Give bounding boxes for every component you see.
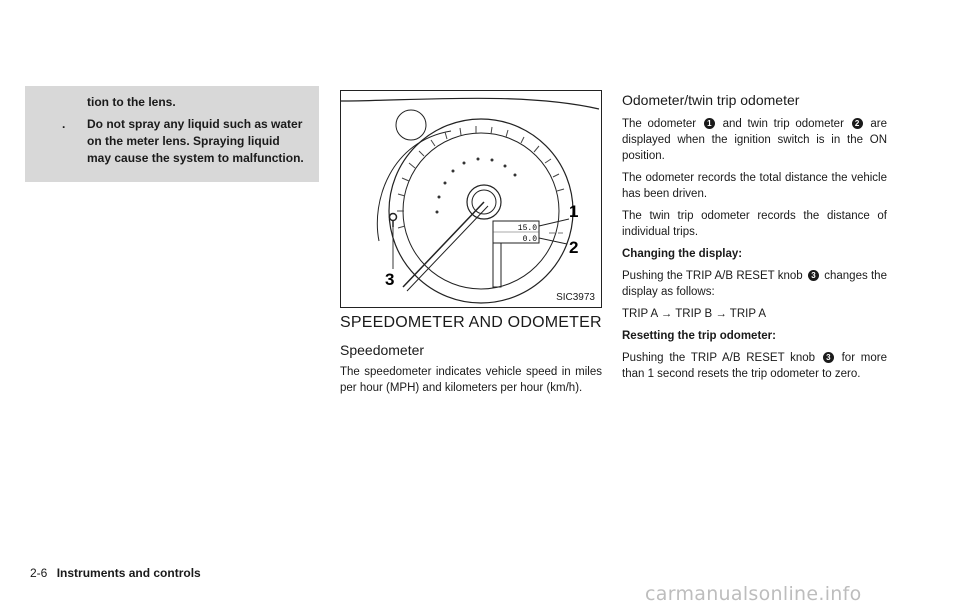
display-top-value: 15.0 [517, 224, 537, 233]
odometer-para-6: Pushing the TRIP A/B RESET knob 3 for more than 1 second resets the trip odometer to zero. [622, 352, 887, 380]
reset-knob-marker [390, 214, 397, 221]
callout-3: 3 [385, 270, 395, 289]
odometer-para-3: The twin trip odometer records the distance of individual trips. [622, 210, 887, 238]
odometer-column [622, 92, 887, 388]
figure-caption: SIC3973 [556, 292, 595, 303]
speedometer-heading: Speedometer [340, 342, 425, 358]
speedometer-text: The speedometer indicates vehicle speed in miles per hour (MPH) and kilometers per hour (km/h). [340, 366, 602, 394]
display-bottom-value: 0.0 [522, 235, 537, 244]
caution-box [25, 86, 319, 182]
footer-section-name: Instruments and controls [56, 566, 201, 580]
page-number: 2-6 [30, 566, 48, 580]
bullet-marker: . [62, 117, 66, 131]
display-lower-box [493, 243, 501, 287]
speedometer-figure [340, 90, 602, 308]
cluster-top-edge [341, 98, 599, 109]
dial-inner-ring [403, 133, 559, 289]
caution-continued-text: tion to the lens. [87, 95, 176, 109]
callout-2-leader [539, 238, 567, 244]
callout-3-icon-b: 3 [823, 352, 834, 363]
section-title: SPEEDOMETER AND ODOMETER [340, 314, 602, 331]
watermark-text: carmanualsonline.info [645, 583, 862, 605]
page-footer [30, 566, 201, 580]
odometer-para-4: Pushing the TRIP A/B RESET knob 3 changes the display as follows: [622, 270, 887, 298]
caution-bullet-text: Do not spray any liquid such as water on the meter lens. Spraying liquid may cause the system to malfunction. [87, 117, 304, 165]
odometer-para-1: The odometer 1 and twin trip odometer 2 are displayed when the ignition switch is in the ON position. [622, 118, 887, 162]
odometer-heading: Odometer/twin trip odometer [622, 92, 800, 108]
callout-3-icon: 3 [808, 270, 819, 281]
callout-2-icon: 2 [852, 118, 863, 129]
small-gauge [396, 110, 426, 140]
changing-display-heading: Changing the display: [622, 248, 743, 260]
callout-2: 2 [569, 238, 579, 257]
speedometer-illustration [341, 91, 601, 307]
callout-1-icon: 1 [704, 118, 715, 129]
dial-dots [436, 158, 517, 214]
dial-outer-ring [389, 119, 573, 303]
callout-1: 1 [569, 202, 579, 221]
resetting-heading: Resetting the trip odometer: [622, 330, 776, 342]
odometer-para-2: The odometer records the total distance the vehicle has been driven. [622, 172, 887, 200]
trip-sequence: TRIP A → TRIP B → TRIP A [622, 308, 767, 320]
caution-bullet-item [37, 116, 307, 167]
dial-needle-edge [407, 206, 488, 291]
callout-1-leader [539, 219, 569, 226]
dial-needle [403, 202, 484, 287]
